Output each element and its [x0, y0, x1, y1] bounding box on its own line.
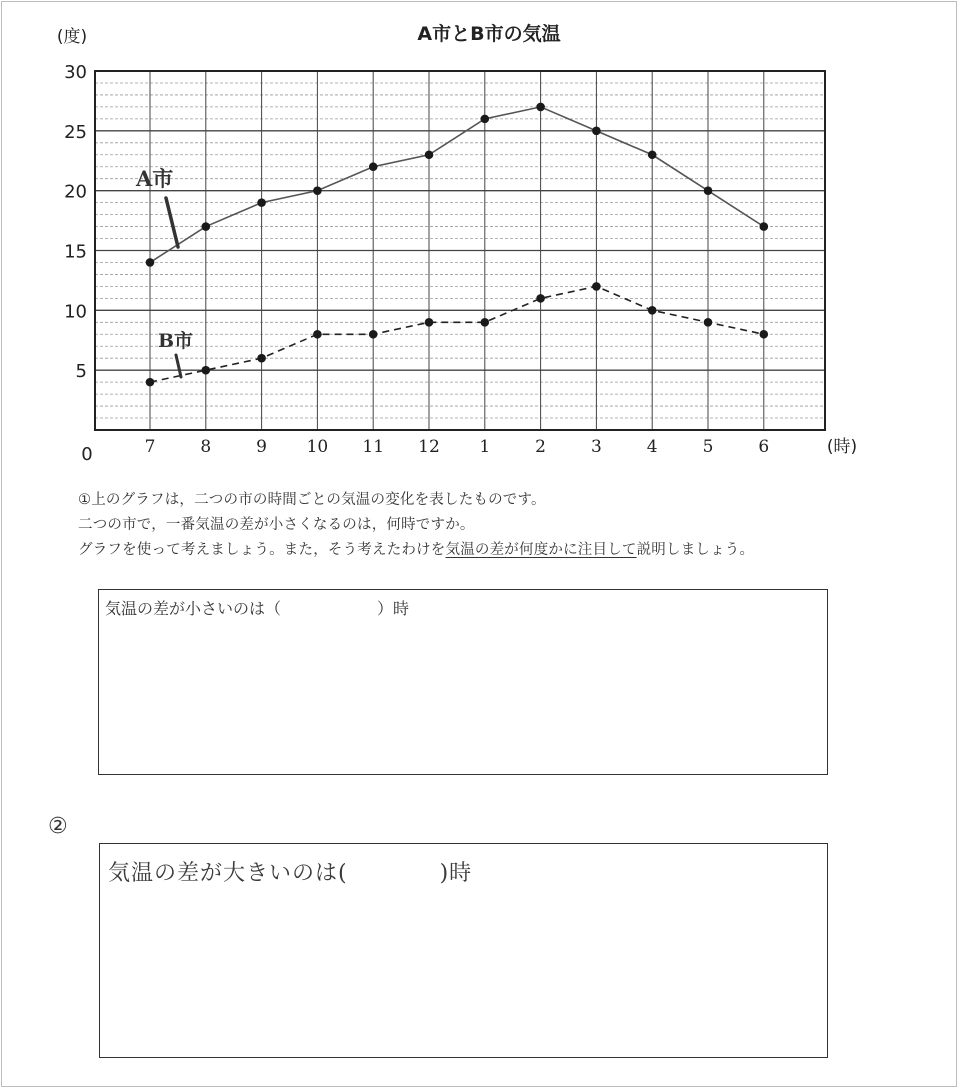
data-point — [202, 366, 211, 375]
question-line-3-post: 説明しましょう。 — [636, 542, 755, 558]
answer-box-1[interactable] — [98, 589, 828, 775]
y-axis-label: (度) — [56, 27, 88, 47]
data-point — [146, 258, 155, 267]
answer-box-2[interactable] — [99, 843, 828, 1058]
question-line-1: ①上のグラフは，二つの市の時間ごとの気温の変化を表したものです。 — [78, 492, 546, 508]
data-point — [536, 103, 545, 112]
data-point — [425, 150, 434, 159]
data-point — [369, 162, 378, 171]
data-point — [704, 186, 713, 195]
data-point — [592, 282, 601, 291]
chart-title: A市とB市の気温 — [417, 23, 561, 45]
question-line-3 — [78, 538, 938, 563]
question-2-marker: ② — [48, 814, 68, 839]
series-label-a-leader — [166, 198, 178, 247]
data-point — [313, 330, 322, 339]
data-point — [648, 306, 657, 315]
x-tick-label: 7 — [144, 437, 156, 457]
x-tick-label: 9 — [256, 437, 268, 457]
data-point — [760, 330, 769, 339]
y-tick-label: 30 — [64, 62, 87, 83]
y-tick-label: 5 — [75, 361, 87, 383]
data-point — [536, 294, 545, 303]
y-tick-label: 10 — [64, 301, 87, 323]
x-tick-label: 8 — [200, 437, 212, 457]
x-tick-label: 10 — [306, 437, 329, 457]
question-line-3-pre: グラフを使って考えましょう。また，そう考えたわけを — [78, 542, 446, 558]
y-tick-label: 15 — [64, 241, 87, 263]
series-label-b: B市 — [158, 330, 194, 352]
temperature-line-chart — [0, 0, 960, 470]
question-1-text — [78, 488, 938, 563]
x-tick-label: 11 — [362, 437, 385, 457]
data-point — [704, 318, 713, 327]
x-tick-label: 1 — [479, 437, 491, 457]
data-point — [592, 127, 601, 136]
data-point — [146, 378, 155, 387]
x-tick-label: 4 — [646, 437, 658, 457]
data-point — [257, 198, 266, 207]
x-tick-label: 5 — [702, 437, 714, 457]
x-tick-label: 3 — [590, 437, 602, 457]
origin-label: 0 — [81, 444, 93, 465]
question-line-2: 二つの市で，一番気温の差が小さくなるのは，何時ですか。 — [78, 517, 475, 533]
data-point — [760, 222, 769, 231]
x-tick-label: 6 — [758, 437, 770, 457]
x-axis-label: (時) — [826, 437, 858, 457]
x-tick-label: 12 — [418, 437, 440, 457]
data-point — [257, 354, 266, 363]
data-point — [481, 318, 490, 327]
data-point — [369, 330, 378, 339]
y-tick-label: 20 — [64, 181, 87, 203]
data-point — [648, 150, 657, 159]
series-label-a: A市 — [136, 166, 174, 191]
y-tick-label: 25 — [64, 121, 87, 143]
answer-1-label: 気温の差が小さいのは（ ）時 — [105, 599, 410, 618]
answer-2-handwritten-label: 気温の差が大きいのは( )時 — [108, 861, 473, 886]
data-point — [202, 222, 211, 231]
data-point — [313, 186, 322, 195]
question-line-3-underlined: 気温の差が何度かに注目して — [445, 542, 637, 558]
x-tick-label: 2 — [535, 437, 547, 457]
data-point — [481, 115, 490, 124]
data-point — [425, 318, 434, 327]
